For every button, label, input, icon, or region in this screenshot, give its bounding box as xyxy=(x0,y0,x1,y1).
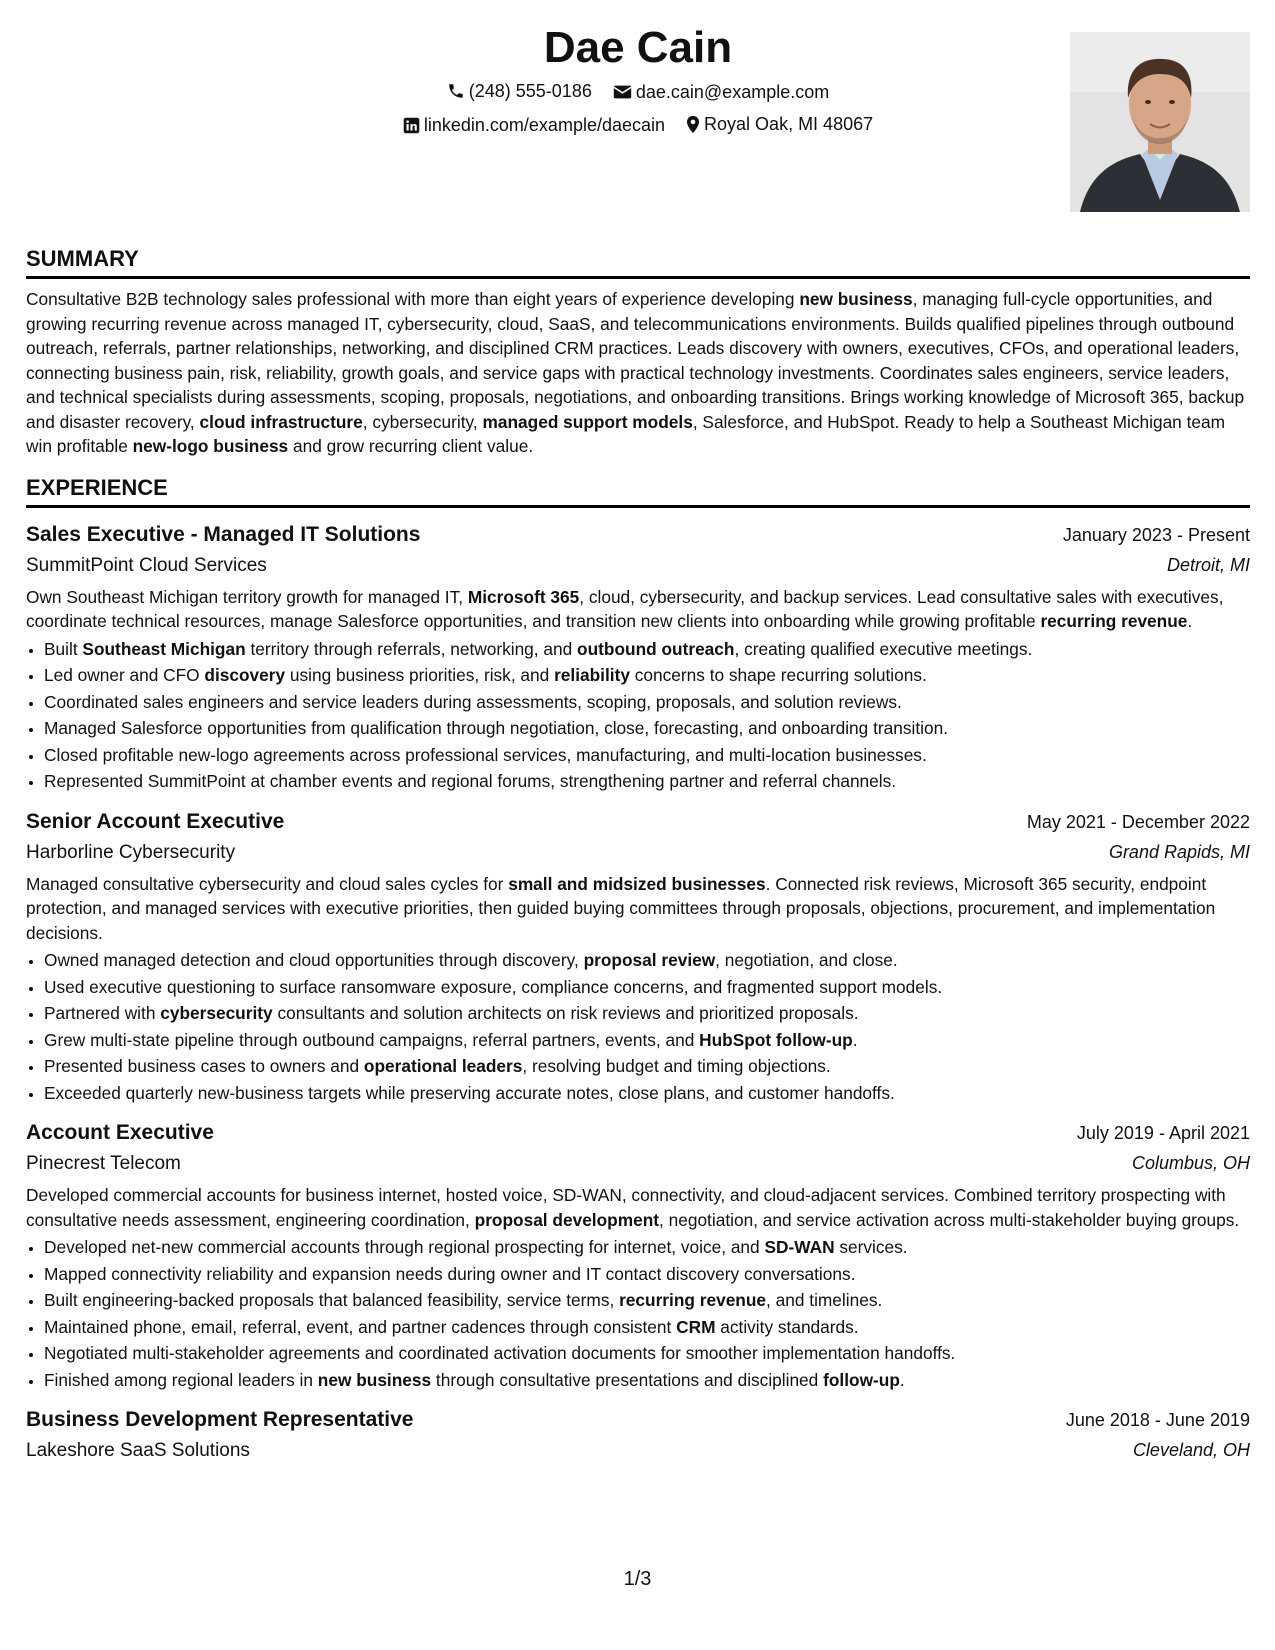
job-location: Columbus, OH xyxy=(1131,1153,1250,1173)
text-segment: Negotiated multi-stakeholder agreements and coordinated activation documents for smoother implementation handoffs. xyxy=(44,1343,956,1363)
job-entry xyxy=(26,1118,1250,1393)
bold-phrase: outbound outreach xyxy=(577,638,735,659)
text-segment: , cybersecurity, xyxy=(362,411,483,432)
job-title: Account Executive xyxy=(26,1121,214,1144)
achievement-item xyxy=(44,742,1250,769)
resume-page xyxy=(26,20,1250,1466)
bold-phrase: Microsoft 365 xyxy=(467,586,580,607)
text-segment: Partnered with xyxy=(44,1003,161,1023)
text-segment: , creating qualified executive meetings. xyxy=(734,638,1033,659)
bold-phrase: SD-WAN xyxy=(764,1237,835,1257)
text-segment: and grow recurring client value. xyxy=(288,436,534,456)
achievement-item xyxy=(44,1367,1250,1394)
location-contact xyxy=(686,109,873,139)
text-segment: . xyxy=(852,1029,858,1050)
text-segment: Developed net-new commercial accounts through regional prospecting for internet, voice, and xyxy=(44,1237,765,1257)
bold-phrase: HubSpot follow-up xyxy=(699,1029,853,1050)
job-dates: July 2019 - April 2021 xyxy=(1076,1123,1250,1143)
text-segment: Built xyxy=(44,638,83,659)
text-segment: . Connected risk reviews, Microsoft 365 security, endpoint protection, and managed services with executive priorities, then guided buying committees through proposals, objections, procurement, and implementation decisions. xyxy=(26,873,1216,943)
text-segment: Presented business cases to owners and xyxy=(44,1056,364,1076)
job-description xyxy=(26,1183,1250,1232)
job-entry xyxy=(26,807,1250,1107)
text-segment: Built engineering-backed proposals that balanced feasibility, service terms, xyxy=(44,1290,620,1310)
text-segment: Consultative B2B technology sales professional with more than eight years of experience developing xyxy=(26,289,800,309)
text-segment: Managed Salesforce opportunities from qualification through negotiation, close, forecasting, and onboarding transition. xyxy=(44,718,948,738)
text-segment: Coordinated sales engineers and service leaders during assessments, scoping, proposals, and solution reviews. xyxy=(44,691,902,712)
achievement-item xyxy=(44,1234,1250,1261)
achievement-item xyxy=(44,974,1250,1001)
achievement-item xyxy=(44,1261,1250,1288)
company-row xyxy=(26,550,1250,581)
linkedin-url: linkedin.com/example/daecain xyxy=(423,115,666,135)
achievement-item xyxy=(44,662,1250,689)
bold-phrase: small and midsized businesses xyxy=(508,873,766,894)
text-segment: Grew multi-state pipeline through outbound campaigns, referral partners, events, and xyxy=(44,1029,700,1050)
achievement-item xyxy=(44,715,1250,742)
bold-phrase: proposal review xyxy=(583,950,716,970)
text-segment: Represented SummitPoint at chamber events and regional forums, strengthening partner and referral channels. xyxy=(44,771,897,791)
achievement-item xyxy=(44,636,1250,663)
achievement-list xyxy=(26,1234,1250,1393)
text-segment: Mapped connectivity reliability and expansion needs during owner and IT contact discovery conversations. xyxy=(44,1263,856,1284)
text-segment: concerns to shape recurring solutions. xyxy=(629,665,927,685)
achievement-item xyxy=(44,1287,1250,1314)
phone-contact[interactable] xyxy=(447,76,592,106)
text-segment: territory through referrals, networking, and xyxy=(245,638,578,659)
text-segment: Closed profitable new-logo agreements across professional services, manufacturing, and multi-location businesses. xyxy=(44,744,927,765)
bold-phrase: new business xyxy=(317,1369,432,1390)
text-segment: . xyxy=(1187,611,1193,631)
job-title-row xyxy=(26,1405,1250,1435)
location-text: Royal Oak, MI 48067 xyxy=(704,114,874,134)
job-title-row xyxy=(26,807,1250,837)
job-description xyxy=(26,585,1250,634)
bold-phrase: cloud infrastructure xyxy=(199,411,363,432)
achievement-item xyxy=(44,947,1250,974)
achievement-item xyxy=(44,689,1250,716)
contact-row-2 xyxy=(26,109,1250,143)
job-entry xyxy=(26,1405,1250,1466)
profile-photo xyxy=(1070,32,1250,212)
linkedin-contact[interactable] xyxy=(403,110,665,140)
phone-icon xyxy=(447,82,465,100)
text-segment: , and timelines. xyxy=(766,1290,883,1310)
job-dates: May 2021 - December 2022 xyxy=(1026,811,1250,832)
job-dates: January 2023 - Present xyxy=(1062,524,1250,545)
company-row xyxy=(26,1148,1250,1179)
text-segment: activity standards. xyxy=(715,1316,859,1337)
text-segment: Owned managed detection and cloud opportunities through discovery, xyxy=(44,950,584,970)
achievement-list xyxy=(26,636,1250,795)
achievement-item xyxy=(44,1027,1250,1054)
achievement-item xyxy=(44,768,1250,795)
achievement-item xyxy=(44,1340,1250,1367)
job-location: Cleveland, OH xyxy=(1132,1440,1250,1460)
bold-phrase: operational leaders xyxy=(363,1056,523,1076)
company-row xyxy=(26,837,1250,868)
map-pin-icon xyxy=(686,115,700,134)
text-segment: Maintained phone, email, referral, event, and partner cadences through consistent xyxy=(44,1316,677,1337)
bold-phrase: discovery xyxy=(204,665,286,685)
job-title: Business Development Representative xyxy=(26,1408,414,1431)
achievement-item xyxy=(44,1080,1250,1107)
job-title-row xyxy=(26,1118,1250,1148)
text-segment: , managing full-cycle opportunities, and growing recurring revenue across managed IT, cybersecurity, cloud, SaaS, and telecommunications environments. Builds qualified pipelines through outbound outreach, referrals, partner relationships, networking, and disciplined CRM practices. Leads discovery with owners, executives, CFOs, and operational leaders, connecting business pain, risk, reliability, growth goals, and service gaps with practical technology investments. Coordinates sales engineers, service leaders, and technical specialists during assessments, scoping, proposals, negotiations, and onboarding transitions. Brings working knowledge of Microsoft 365, backup and disaster recovery, xyxy=(26,289,1245,432)
bold-phrase: follow-up xyxy=(823,1369,900,1390)
achievement-list xyxy=(26,947,1250,1106)
text-segment: , negotiation, and close. xyxy=(715,950,898,970)
text-segment: , Salesforce, and HubSpot. Ready to help a Southeast Michigan team win profitable xyxy=(26,411,1226,456)
summary-heading: SUMMARY xyxy=(26,246,1250,279)
bold-phrase: new business xyxy=(799,289,913,309)
text-segment: services. xyxy=(834,1237,908,1257)
text-segment: Exceeded quarterly new-business targets while preserving accurate notes, close plans, and customer handoffs. xyxy=(44,1082,895,1103)
bold-phrase: Southeast Michigan xyxy=(82,638,246,659)
achievement-item xyxy=(44,1000,1250,1027)
email-address: dae.cain@example.com xyxy=(635,82,830,102)
page-number: 1/3 xyxy=(623,1568,652,1590)
bold-phrase: recurring revenue xyxy=(619,1290,767,1310)
bold-phrase: new-logo business xyxy=(132,436,289,456)
candidate-name: Dae Cain xyxy=(543,23,733,72)
job-location: Detroit, MI xyxy=(1166,554,1250,575)
bold-phrase: managed support models xyxy=(482,411,693,432)
text-segment: using business priorities, risk, and xyxy=(285,665,555,685)
job-title: Senior Account Executive xyxy=(26,809,285,833)
phone-number: (248) 555-0186 xyxy=(468,81,592,101)
bold-phrase: recurring revenue xyxy=(1040,611,1188,631)
text-segment: Managed consultative cybersecurity and cloud sales cycles for xyxy=(26,873,509,894)
linkedin-icon xyxy=(403,117,420,134)
text-segment: , cloud, cybersecurity, and backup services. Lead consultative sales with executives, coordinate technical resources, manage Salesforce opportunities, and transition new clients into onboarding while growing profitable xyxy=(26,586,1224,631)
company-name: SummitPoint Cloud Services xyxy=(26,554,267,576)
text-segment: Finished among regional leaders in xyxy=(44,1369,318,1390)
resume-header xyxy=(26,20,1250,220)
job-location: Grand Rapids, MI xyxy=(1108,841,1250,862)
text-segment: Own Southeast Michigan territory growth for managed IT, xyxy=(26,586,468,607)
text-segment: Developed commercial accounts for business internet, hosted voice, SD-WAN, connectivity, and cloud-adjacent services. Combined territory prospecting with consultative needs assessment, engineering coordination, xyxy=(26,1185,1226,1230)
text-segment: through consultative presentations and disciplined xyxy=(431,1369,824,1390)
bold-phrase: CRM xyxy=(676,1316,716,1337)
achievement-item xyxy=(44,1053,1250,1080)
company-name: Pinecrest Telecom xyxy=(26,1153,181,1174)
text-segment: , resolving budget and timing objections. xyxy=(522,1056,831,1076)
company-name: Harborline Cybersecurity xyxy=(26,841,236,863)
text-segment: Led owner and CFO xyxy=(44,665,205,685)
summary-text xyxy=(26,287,1250,459)
email-contact[interactable] xyxy=(613,77,829,107)
text-segment: consultants and solution architects on risk reviews and prioritized proposals. xyxy=(272,1003,859,1023)
company-name: Lakeshore SaaS Solutions xyxy=(26,1440,250,1461)
company-row xyxy=(26,1435,1250,1466)
job-description xyxy=(26,872,1250,946)
bold-phrase: cybersecurity xyxy=(160,1003,273,1023)
envelope-icon xyxy=(613,84,632,100)
achievement-item xyxy=(44,1314,1250,1341)
text-segment: , negotiation, and service activation across multi-stakeholder buying groups. xyxy=(659,1209,1240,1230)
bold-phrase: proposal development xyxy=(474,1209,660,1230)
text-segment: . xyxy=(899,1369,905,1390)
job-dates: June 2018 - June 2019 xyxy=(1065,1410,1250,1430)
job-title-row xyxy=(26,520,1250,550)
experience-heading: EXPERIENCE xyxy=(26,475,1250,508)
bold-phrase: reliability xyxy=(554,665,630,685)
job-title: Sales Executive - Managed IT Solutions xyxy=(26,522,421,546)
experience-list xyxy=(26,520,1250,1467)
contact-row-1 xyxy=(26,76,1250,109)
text-segment: Used executive questioning to surface ransomware exposure, compliance concerns, and fragmented support models. xyxy=(44,976,943,997)
job-entry xyxy=(26,520,1250,795)
